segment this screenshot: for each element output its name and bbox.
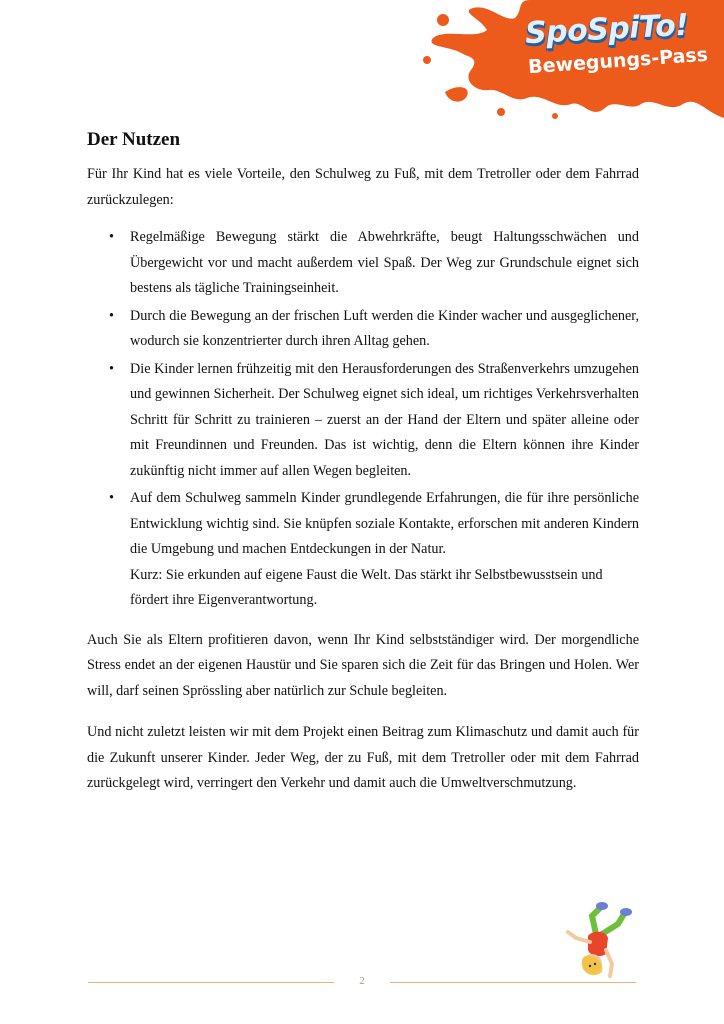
- page-number: 2: [359, 975, 365, 987]
- bullet-icon: •: [109, 307, 114, 324]
- list-item-summary: Kurz: Sie erkunden auf eigene Faust die Welt. Das stärkt ihr Selbstbewusstsein und fördert ihre Eigenverantwortung.: [130, 566, 603, 608]
- benefit-list: [87, 225, 639, 614]
- cartwheel-kid-illustration: [552, 898, 632, 982]
- list-item: [87, 486, 639, 614]
- document-body: [87, 128, 639, 797]
- brand-logo: [405, 0, 724, 120]
- section-heading: Der Nutzen: [87, 129, 181, 150]
- climate-paragraph: Und nicht zuletzt leisten wir mit dem Projekt einen Beitrag zum Klimaschutz und damit auch für die Zukunft unserer Kinder. Jeder Weg, der zu Fuß, mit dem Tretroller oder mit dem Fahrrad zurückgelegt wird, verringert den Verkehr und damit auch die Umweltverschmutzung.: [87, 724, 639, 791]
- parents-paragraph: Auch Sie als Eltern profitieren davon, wenn Ihr Kind selbstständiger wird. Der morgendliche Stress endet an der eigenen Haustür und Sie sparen sich die Zeit für das Bringen und Holen. Wer will, darf seinen Sprössling aber natürlich zur Schule begleiten.: [87, 631, 639, 699]
- brand-name: SpoSpiTo!: [524, 7, 690, 52]
- list-item: [87, 225, 639, 302]
- brand-subtitle: Bewegungs-Pass: [527, 43, 709, 79]
- list-item: [87, 304, 639, 355]
- list-item-text: Die Kinder lernen frühzeitig mit den Herausforderungen des Straßenverkehrs umzugehen und gewinnen Sicherheit. Der Schulweg eignet sich ideal, um richtiges Verkehrsverhalten Schritt für Schritt zu trainieren – zuerst an der Hand der Eltern und später alleine oder mit Freundinnen und Freunden. Das ist wichtig, denn die Eltern können ihre Kinder zukünftig nicht immer auf allen Wegen begleiten.: [130, 360, 639, 479]
- list-item: [87, 357, 639, 485]
- list-item-text: Durch die Bewegung an der frischen Luft werden die Kinder wacher und ausgeglichener, wodurch sie konzentrierter durch ihren Alltag gehen.: [130, 307, 639, 349]
- footer-rule-right: [390, 982, 636, 983]
- intro-paragraph: Für Ihr Kind hat es viele Vorteile, den Schulweg zu Fuß, mit dem Tretroller oder dem Fahrrad zurückzulegen:: [87, 166, 639, 208]
- bullet-icon: •: [109, 229, 114, 245]
- bullet-icon: •: [109, 360, 114, 377]
- list-item-text: Regelmäßige Bewegung stärkt die Abwehrkräfte, beugt Haltungsschwächen und Übergewicht vor und macht außerdem viel Spaß. Der Weg zur Grundschule eignet sich bestens als tägliche Trainingseinheit.: [130, 229, 639, 296]
- bullet-icon: •: [109, 490, 114, 506]
- footer-rule-left: [88, 982, 334, 983]
- list-item-text: Auf dem Schulweg sammeln Kinder grundlegende Erfahrungen, die für ihre persönliche Entwicklung wichtig sind. Sie knüpfen soziale Kontakte, erforschen mit anderen Kindern die Umgebung und machen Entdeckungen in der Natur.: [130, 490, 639, 557]
